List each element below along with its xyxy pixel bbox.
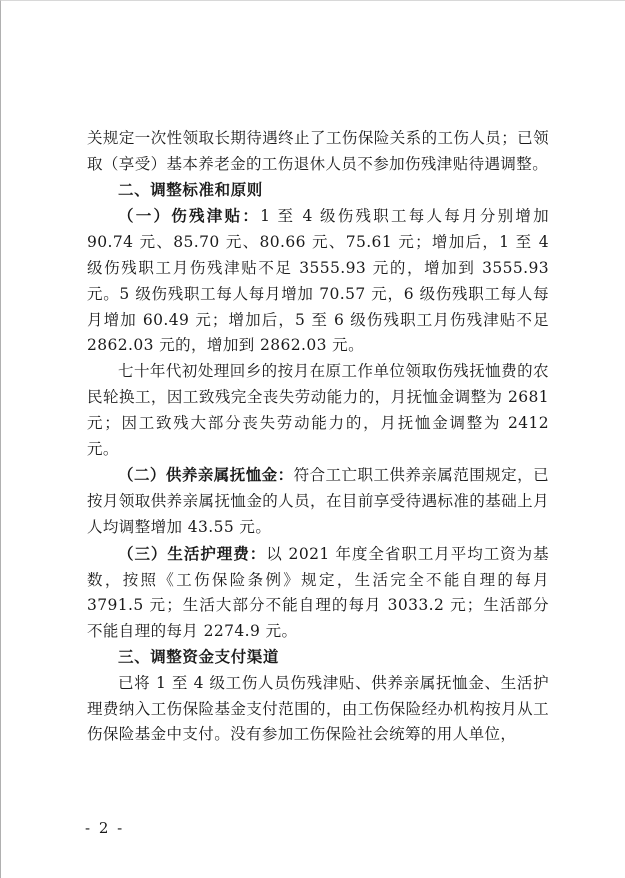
disability-allowance-text: 1 至 4 级伤残职工每人每月分别增加 90.74 元、85.70 元、80.66 元、75.61 元；增加后，1 至 4 级伤残职工月伤残津贴不足 3555.93 元的，增加到 3555.93 元。5 级伤残职工每人每月增加 70.57 元，6 级伤残职工每人每月增加 60.49 元；增加后，5 至 6 级伤残职工月伤残津贴不足 2862.03 元的，增加到 2862.03 元。 [87,207,550,355]
document-body [87,126,549,748]
dependent-pension-text: 符合工亡职工供养亲属范围规定，已按月领取供养亲属抚恤金的人员，在目前享受待遇标准的基础上月人均调整增加 43.55 元。 [87,466,549,536]
page-number: - 2 - [85,819,125,837]
intro-paragraph: 关规定一次性领取长期待遇终止了工伤保险关系的工伤人员；已领取（享受）基本养老金的工伤退休人员不参加伤残津贴待遇调整。 [87,129,549,173]
nursing-fee-label: （三）生活护理费： [118,543,267,563]
section-heading-funding-channels: 三、调整资金支付渠道 [118,647,280,666]
section-heading-adjustment-standards: 二、调整标准和原则 [118,180,263,199]
rotating-workers-paragraph: 七十年代初处理回乡的按月在原工作单位领取伤残抚恤费的农民轮换工，因工致残完全丧失劳动能力的，月抚恤金调整为 2681 元；因工致残大部分丧失劳动能力的，月抚恤金调整为 2412 元。 [87,362,549,458]
nursing-fee-text: 以 2021 年度全省职工月平均工资为基数，按照《工伤保险条例》规定，生活完全不能自理的每月 3791.5 元；生活大部分不能自理的每月 3033.2 元；生活部分不能自理的每月 2274.9 元。 [87,544,549,641]
disability-allowance-label: （一）伤残津贴： [118,206,261,226]
dependent-pension-paragraph [87,462,549,540]
dependent-pension-label: （二）供养亲属抚恤金： [118,465,294,485]
funding-paragraph: 已将 1 至 4 级工伤人员伤残津贴、供养亲属抚恤金、生活护理费纳入工伤保险基金支付范围的，由工伤保险经办机构按月从工伤保险基金中支付。没有参加工伤保险社会统筹的用人单位， [87,673,549,744]
nursing-fee-paragraph [87,541,549,645]
disability-allowance-paragraph [87,203,549,359]
